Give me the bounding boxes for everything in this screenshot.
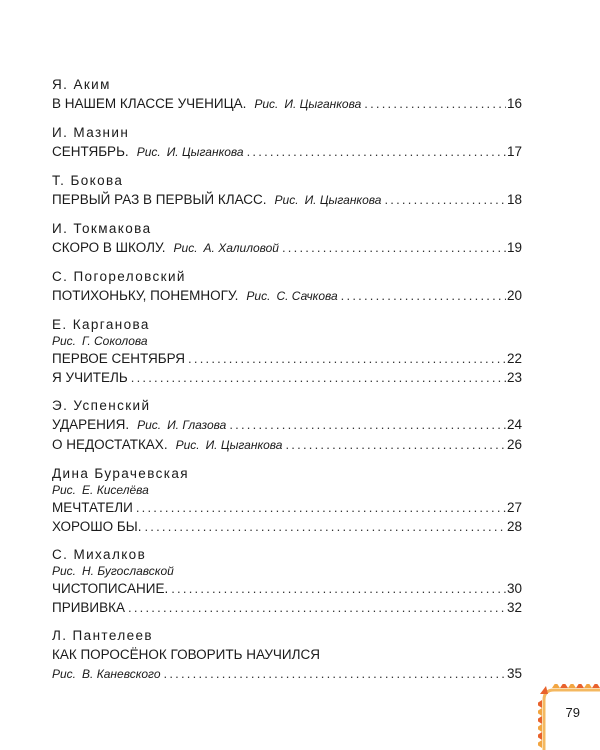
illustrator-credit [52,334,522,349]
author-name: Л. Пантелеев [52,628,153,643]
illustrator-prefix: Рис. [52,483,77,497]
toc-entry[interactable] [52,498,522,517]
author-name: Е. Карганова [52,317,150,332]
credit-name: С. Сачкова [276,289,338,303]
corner-triangle [538,716,542,724]
entry-illustrator-credit [52,665,161,684]
corner-triangle [538,740,542,748]
toc-entry[interactable] [52,238,522,258]
illustrator-prefix: Рис. [52,564,77,578]
illustrator-name: Е. Киселёва [82,483,149,497]
toc-entry[interactable] [52,415,522,435]
dot-leader [136,498,506,517]
credit-prefix: Рис. [254,97,279,111]
entry-title: В НАШЕМ КЛАССЕ УЧЕНИЦА. [52,96,247,111]
credit-prefix: Рис. [274,193,299,207]
author-name: Т. Бокова [52,173,124,188]
entry-page-number: 16 [506,96,522,111]
entry-page-number: 28 [506,519,522,534]
toc-entry[interactable] [52,664,522,684]
credit-prefix: Рис. [136,145,161,159]
corner-triangle [552,684,560,688]
author-name: Дина Бурачевская [52,466,190,481]
dot-leader [364,94,506,113]
toc-entry[interactable] [52,286,522,306]
table-of-contents [52,75,522,693]
entry-illustrator-credit [254,95,361,114]
toc-entry[interactable] [52,94,522,114]
toc-entry[interactable] [52,579,522,598]
entry-title: ПЕРВОЕ СЕНТЯБРЯ [52,351,186,366]
entry-illustrator-credit [137,143,244,162]
dot-leader [341,286,506,305]
entry-page-number: 22 [506,351,522,366]
credit-name: И. Цыганкова [166,145,244,159]
corner-triangle [568,684,576,688]
dot-leader [131,368,506,387]
dot-leader [285,435,505,454]
dot-leader [144,517,506,536]
toc-group [52,267,522,306]
credit-prefix: Рис. [246,289,271,303]
author-name: С. Погореловский [52,269,186,284]
dot-leader [128,598,506,617]
toc-group [52,219,522,258]
dot-leader [171,579,506,598]
toc-group [52,545,522,617]
corner-frame [544,690,600,750]
entry-page-number: 19 [506,240,522,255]
entry-title: МЕЧТАТЕЛИ [52,500,133,515]
corner-triangle [584,684,592,688]
illustrator-credit [52,564,522,579]
entry-page-number: 35 [506,666,522,681]
credit-name: И. Цыганкова [284,97,362,111]
credit-prefix: Рис. [137,418,162,432]
entry-illustrator-credit [176,436,283,455]
illustrator-credit [52,483,522,498]
toc-entry[interactable] [52,435,522,455]
entry-page-number: 18 [506,192,522,207]
illustrator-name: Г. Соколова [82,334,148,348]
illustrator-prefix: Рис. [52,334,77,348]
toc-entry[interactable] [52,598,522,617]
toc-entry[interactable] [52,190,522,210]
corner-triangle [592,684,600,688]
dot-leader [164,664,506,683]
credit-name: И. Глазова [167,418,227,432]
entry-page-number: 23 [506,370,522,385]
toc-title-line [52,645,522,664]
toc-entry[interactable] [52,142,522,162]
author-name: С. Михалков [52,547,147,562]
credit-name: А. Халиловой [203,241,279,255]
dot-leader [188,349,506,368]
entry-title: ЧИСТОПИСАНИЕ. [52,581,169,596]
corner-triangle [540,686,548,694]
credit-name: И. Цыганкова [304,193,382,207]
toc-group [52,171,522,210]
author-name: Э. Успенский [52,398,151,413]
entry-illustrator-credit [137,416,226,435]
entry-title: ПОТИХОНЬКУ, ПОНЕМНОГУ. [52,288,239,303]
author-name: И. Токмакова [52,221,152,236]
toc-group [52,396,522,455]
toc-entry[interactable] [52,349,522,368]
corner-triangle [538,700,542,708]
entry-page-number: 27 [506,500,522,515]
entry-title: ХОРОШО БЫ. [52,519,142,534]
corner-triangle [538,708,542,716]
toc-group [52,464,522,536]
credit-name: В. Каневского [82,667,161,681]
author-name: Я. Аким [52,77,111,92]
corner-triangle [576,684,584,688]
entry-illustrator-credit [174,239,279,258]
entry-title: СЕНТЯБРЬ. [52,144,129,159]
illustrator-name: Н. Бугославской [82,564,174,578]
toc-group [52,123,522,162]
entry-title: КАК ПОРОСЁНОК ГОВОРИТЬ НАУЧИЛСЯ [52,647,320,662]
corner-triangle [560,684,568,688]
toc-entry[interactable] [52,517,522,536]
entry-title: СКОРО В ШКОЛУ. [52,240,166,255]
entry-page-number: 32 [506,600,522,615]
page-number: 79 [565,705,580,720]
entry-page-number: 17 [506,144,522,159]
toc-group [52,315,522,387]
dot-leader [282,238,506,257]
dot-leader [247,142,506,161]
credit-prefix: Рис. [175,438,200,452]
entry-page-number: 24 [506,417,522,432]
entry-illustrator-credit [246,287,337,306]
entry-title: Я УЧИТЕЛЬ [52,370,128,385]
corner-triangle [538,724,542,732]
entry-title: ПЕРВЫЙ РАЗ В ПЕРВЫЙ КЛАСС. [52,192,267,207]
toc-entry[interactable] [52,368,522,387]
entry-title: ПРИВИВКА [52,600,125,615]
toc-group [52,626,522,684]
credit-prefix: Рис. [173,241,198,255]
dot-leader [229,415,506,434]
entry-title: О НЕДОСТАТКАХ. [52,437,168,452]
toc-group [52,75,522,114]
credit-name: И. Цыганкова [205,438,283,452]
credit-prefix: Рис. [52,667,77,681]
corner-triangle [538,732,542,740]
entry-title: УДАРЕНИЯ. [52,417,130,432]
entry-page-number: 26 [506,437,522,452]
dot-leader [384,190,506,209]
author-name: И. Мазнин [52,125,130,140]
entry-illustrator-credit [275,191,382,210]
entry-page-number: 30 [506,581,522,596]
entry-page-number: 20 [506,288,522,303]
